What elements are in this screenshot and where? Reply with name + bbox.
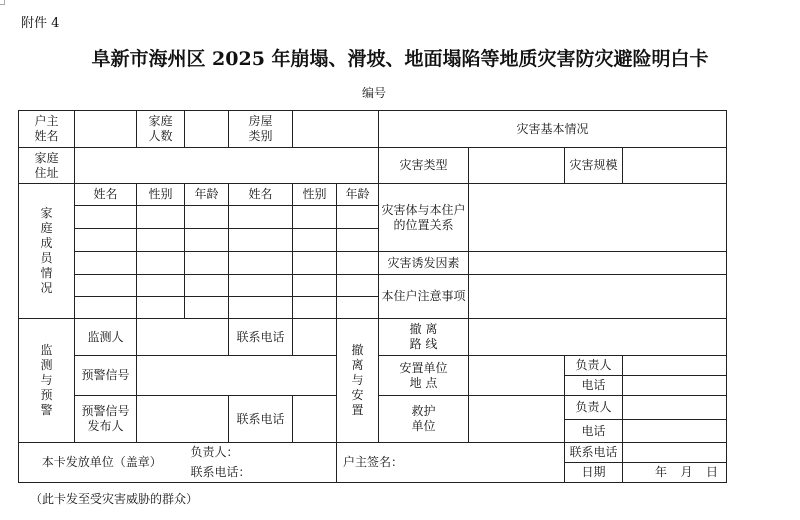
member-cell[interactable] [229, 275, 293, 297]
footer-phone-value[interactable] [623, 443, 727, 463]
member-cell[interactable] [75, 206, 137, 229]
shelter-phone-value[interactable] [623, 376, 727, 396]
distribution-note: （此卡发至受灾害威胁的群众） [30, 492, 199, 506]
member-cell[interactable] [137, 297, 185, 319]
family-members-section: 家 庭 成 员 情 况 [19, 184, 75, 319]
hazard-basic-info-heading: 灾害基本情况 [379, 111, 727, 148]
evacuation-section: 撤 离 与 安 置 [337, 319, 379, 443]
address-value[interactable] [75, 148, 379, 184]
member-cell[interactable] [137, 229, 185, 252]
issuing-unit-label: 本卡发放单位（盖章） [19, 443, 185, 483]
household-notes-value[interactable] [469, 275, 727, 319]
evacuation-route-value[interactable] [469, 319, 727, 356]
member-cell[interactable] [137, 206, 185, 229]
serial-number-label: 编号 [362, 86, 387, 100]
issuer-phone-label: 联系电话 [229, 396, 293, 443]
shelter-person-label: 负责人 [565, 356, 623, 376]
house-type-value[interactable] [293, 111, 379, 148]
address-label: 家庭 住址 [19, 148, 75, 184]
monitoring-section: 监 测 与 预 警 [19, 319, 75, 443]
member-age-header: 年龄 [185, 184, 229, 206]
member-cell[interactable] [293, 275, 337, 297]
hazard-card-table [18, 110, 727, 483]
rescue-unit-label: 救护 单位 [379, 396, 469, 443]
member-cell[interactable] [229, 229, 293, 252]
hazard-type-label: 灾害类型 [379, 148, 469, 184]
hazard-type-value[interactable] [469, 148, 565, 184]
warning-issuer-label: 预警信号 发布人 [75, 396, 137, 443]
member-cell[interactable] [293, 206, 337, 229]
rescue-phone-label: 电话 [565, 420, 623, 443]
member-cell[interactable] [229, 206, 293, 229]
monitor-value[interactable] [137, 319, 229, 356]
hazard-triggers-value[interactable] [469, 252, 727, 275]
hazard-scale-value[interactable] [623, 148, 727, 184]
hazard-triggers-label: 灾害诱发因素 [379, 252, 469, 275]
householder-sign-label: 户主签名： [337, 443, 565, 483]
head-name-label: 户主 姓名 [19, 111, 75, 148]
member-cell[interactable] [185, 297, 229, 319]
member-cell[interactable] [137, 275, 185, 297]
member-cell[interactable] [293, 229, 337, 252]
member-cell[interactable] [337, 297, 379, 319]
rescue-person-label: 负责人 [565, 396, 623, 420]
member-cell[interactable] [229, 297, 293, 319]
date-month-label: 月 [680, 465, 693, 479]
date-year-label: 年 [655, 465, 668, 479]
family-count-value[interactable] [185, 111, 229, 148]
monitor-phone-value[interactable] [293, 319, 337, 356]
family-count-label: 家庭 人数 [137, 111, 185, 148]
member-cell[interactable] [337, 229, 379, 252]
date-day-label: 日 [706, 465, 719, 479]
member-cell[interactable] [75, 275, 137, 297]
member-cell[interactable] [185, 206, 229, 229]
hazard-position-label: 灾害体与本住户 的位置关系 [379, 184, 469, 252]
member-gender-header: 性别 [293, 184, 337, 206]
shelter-location-value[interactable] [469, 356, 565, 396]
warning-issuer-value[interactable] [137, 396, 229, 443]
member-cell[interactable] [185, 275, 229, 297]
member-cell[interactable] [293, 252, 337, 275]
footer-contact-phone-label: 联系电话： [185, 463, 337, 483]
hazard-scale-label: 灾害规模 [565, 148, 623, 184]
member-gender-header: 性别 [137, 184, 185, 206]
member-cell[interactable] [337, 252, 379, 275]
card-title: 阜新市海州区 2025 年崩塌、滑坡、地面塌陷等地质灾害防灾避险明白卡 [91, 48, 709, 70]
member-cell[interactable] [185, 252, 229, 275]
member-cell[interactable] [75, 229, 137, 252]
member-age-header: 年龄 [337, 184, 379, 206]
footer-date-label: 日期 [565, 463, 623, 483]
member-cell[interactable] [75, 297, 137, 319]
rescue-person-value[interactable] [623, 396, 727, 420]
member-cell[interactable] [185, 229, 229, 252]
shelter-phone-label: 电话 [565, 376, 623, 396]
household-notes-label: 本住户注意事项 [379, 275, 469, 319]
member-cell[interactable] [75, 252, 137, 275]
head-name-value[interactable] [75, 111, 137, 148]
rescue-unit-value[interactable] [469, 396, 565, 443]
house-type-label: 房屋 类别 [229, 111, 293, 148]
rescue-phone-value[interactable] [623, 420, 727, 443]
member-cell[interactable] [337, 275, 379, 297]
monitor-phone-label: 联系电话 [229, 319, 293, 356]
warning-signal-value[interactable] [137, 356, 337, 396]
shelter-location-label: 安置单位 地 点 [379, 356, 469, 396]
member-cell[interactable] [293, 297, 337, 319]
footer-phone-label: 联系电话 [565, 443, 623, 463]
attachment-label: 附件 4 [21, 16, 60, 31]
issuer-phone-value[interactable] [293, 396, 337, 443]
member-cell[interactable] [137, 252, 185, 275]
member-name-header: 姓名 [229, 184, 293, 206]
member-cell[interactable] [229, 252, 293, 275]
hazard-position-value[interactable] [469, 184, 727, 252]
page-corner-mark [0, 0, 5, 5]
member-cell[interactable] [337, 206, 379, 229]
warning-signal-label: 预警信号 [75, 356, 137, 396]
member-name-header: 姓名 [75, 184, 137, 206]
shelter-person-value[interactable] [623, 356, 727, 376]
footer-responsible-label: 负责人： [185, 443, 337, 463]
footer-date-value[interactable] [623, 463, 727, 483]
monitor-label: 监测人 [75, 319, 137, 356]
evacuation-route-label: 撤 离 路 线 [379, 319, 469, 356]
